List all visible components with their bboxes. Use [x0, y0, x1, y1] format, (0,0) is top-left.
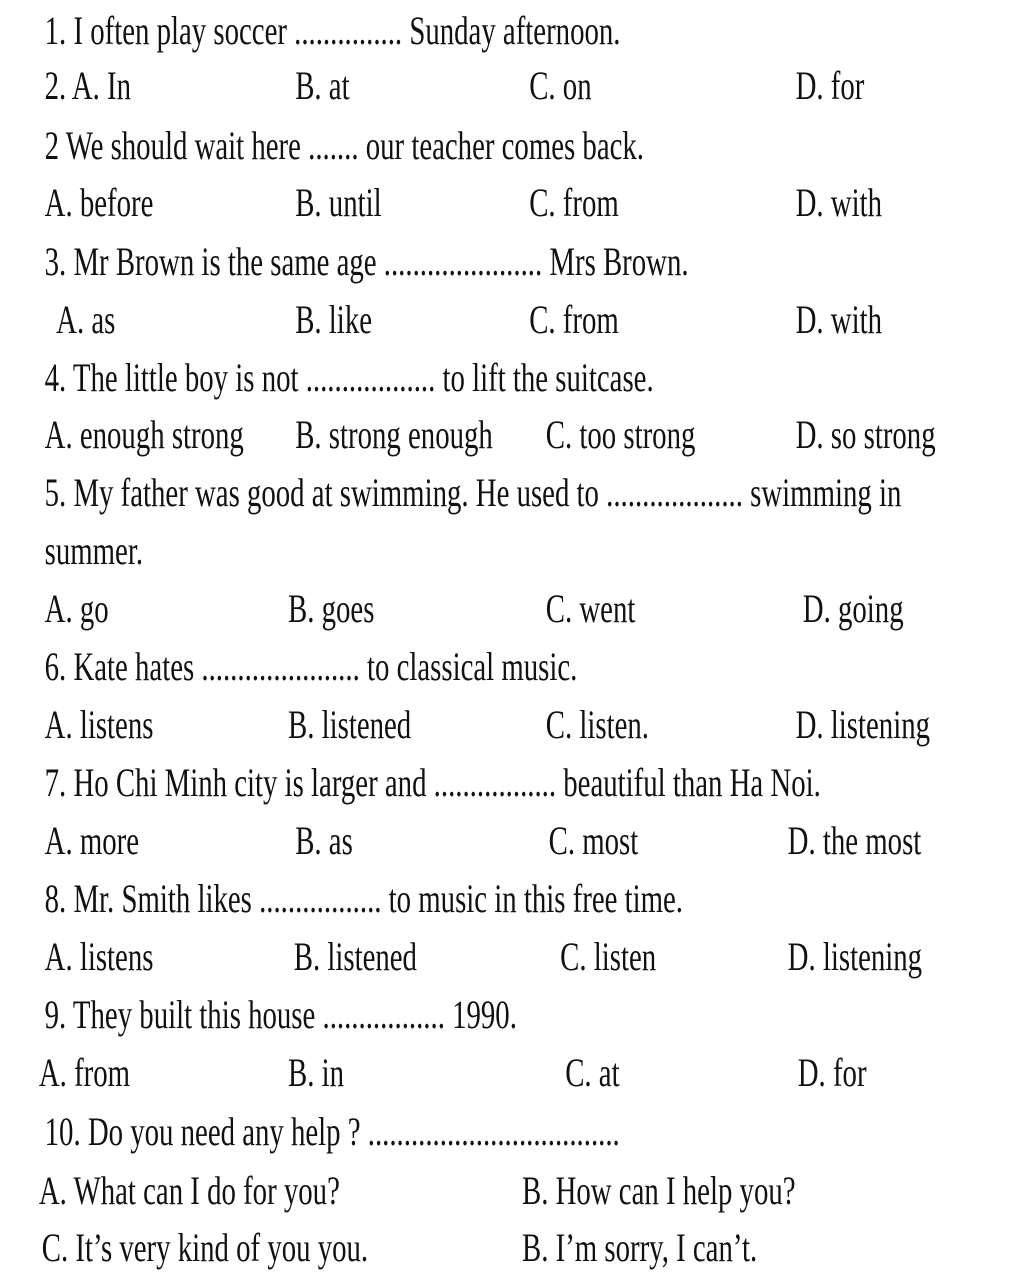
option-a: A. more: [44, 818, 140, 863]
option-c: C. from: [529, 297, 619, 342]
question-9: [0, 986, 737, 1044]
question-stem: 7. Ho Chi Minh city is larger and ................. beautiful than Ha Noi.: [44, 760, 821, 805]
option-a: A. listens: [44, 934, 154, 979]
option-b: B. strong enough: [295, 412, 493, 457]
question-8-options: [0, 928, 923, 986]
option-d: D. listening: [787, 934, 923, 979]
question-stem: 9. They built this house ................. 1990.: [44, 992, 517, 1037]
question-6: [0, 638, 737, 696]
option-a: A. before: [44, 180, 154, 225]
option-b: B. at: [295, 63, 350, 108]
option-c: C. on: [529, 63, 592, 108]
question-stem: 5. My father was good at swimming. He used to ................... swimming in: [44, 470, 902, 515]
question-stem: 8. Mr. Smith likes ................. to music in this free time.: [44, 876, 684, 921]
question-stem: 4. The little boy is not .................. to lift the suitcase.: [44, 355, 654, 400]
option-b: B. like: [295, 297, 373, 342]
option-c: C. went: [545, 586, 636, 631]
option-a: 2. A. In: [44, 63, 132, 108]
option-b: B. as: [295, 818, 353, 863]
option-d: D. for: [797, 1050, 867, 1095]
question-2: [0, 117, 737, 175]
option-a: A. go: [44, 586, 109, 631]
option-d: D. with: [795, 180, 883, 225]
question-stem: 10. Do you need any help ? ...................................: [44, 1109, 620, 1154]
option-d: D. for: [795, 63, 865, 108]
option-c: C. It’s very kind of you you.: [41, 1225, 369, 1270]
question-9-options: [0, 1044, 867, 1102]
question-10: [0, 1103, 737, 1161]
question-stem: 6. Kate hates ...................... to classical music.: [44, 644, 578, 689]
question-7-options: [0, 812, 922, 870]
question-stem: 1. I often play soccer ............... Sunday afternoon.: [44, 8, 621, 53]
question-1-options: [0, 57, 865, 115]
question-6-options: [0, 696, 931, 754]
question-4-options: [0, 406, 936, 464]
option-c: C. at: [565, 1050, 620, 1095]
option-d: D. going: [802, 586, 904, 631]
question-4: [0, 349, 737, 407]
option-d: D. the most: [787, 818, 922, 863]
option-b: B. in: [288, 1050, 345, 1095]
option-d: B. I’m sorry, I can’t.: [522, 1225, 758, 1270]
option-b: B. goes: [288, 586, 375, 631]
option-a: A. as: [56, 297, 116, 342]
option-a: A. from: [38, 1050, 131, 1095]
option-c: C. most: [548, 818, 639, 863]
question-stem-continued: summer.: [44, 528, 144, 573]
option-c: C. from: [529, 180, 619, 225]
question-5-options: [0, 580, 904, 638]
question-stem: 2 We should wait here ....... our teacher comes back.: [44, 123, 644, 168]
option-b: B. until: [295, 180, 382, 225]
option-d: D. so strong: [795, 412, 936, 457]
question-8: [0, 870, 737, 928]
option-b: B. listened: [293, 934, 417, 979]
option-a: A. enough strong: [44, 412, 244, 457]
option-d: D. with: [795, 297, 883, 342]
question-5-continued: [0, 522, 737, 580]
question-3-options: [0, 291, 883, 349]
question-3: [0, 233, 737, 291]
option-b: B. listened: [288, 702, 412, 747]
question-stem: 3. Mr Brown is the same age ...................... Mrs Brown.: [44, 239, 689, 284]
option-b: B. How can I help you?: [522, 1168, 796, 1213]
question-2-options: [0, 174, 883, 232]
option-a: A. listens: [44, 702, 154, 747]
question-10-options-row1: [0, 1162, 796, 1220]
option-a: A. What can I do for you?: [38, 1168, 340, 1213]
question-7: [0, 754, 821, 812]
question-1: [0, 2, 737, 60]
option-d: D. listening: [795, 702, 931, 747]
option-c: C. listen.: [545, 702, 649, 747]
option-c: C. too strong: [545, 412, 696, 457]
option-c: C. listen: [560, 934, 657, 979]
question-10-options-row2: [0, 1219, 758, 1277]
question-5: [0, 464, 902, 522]
